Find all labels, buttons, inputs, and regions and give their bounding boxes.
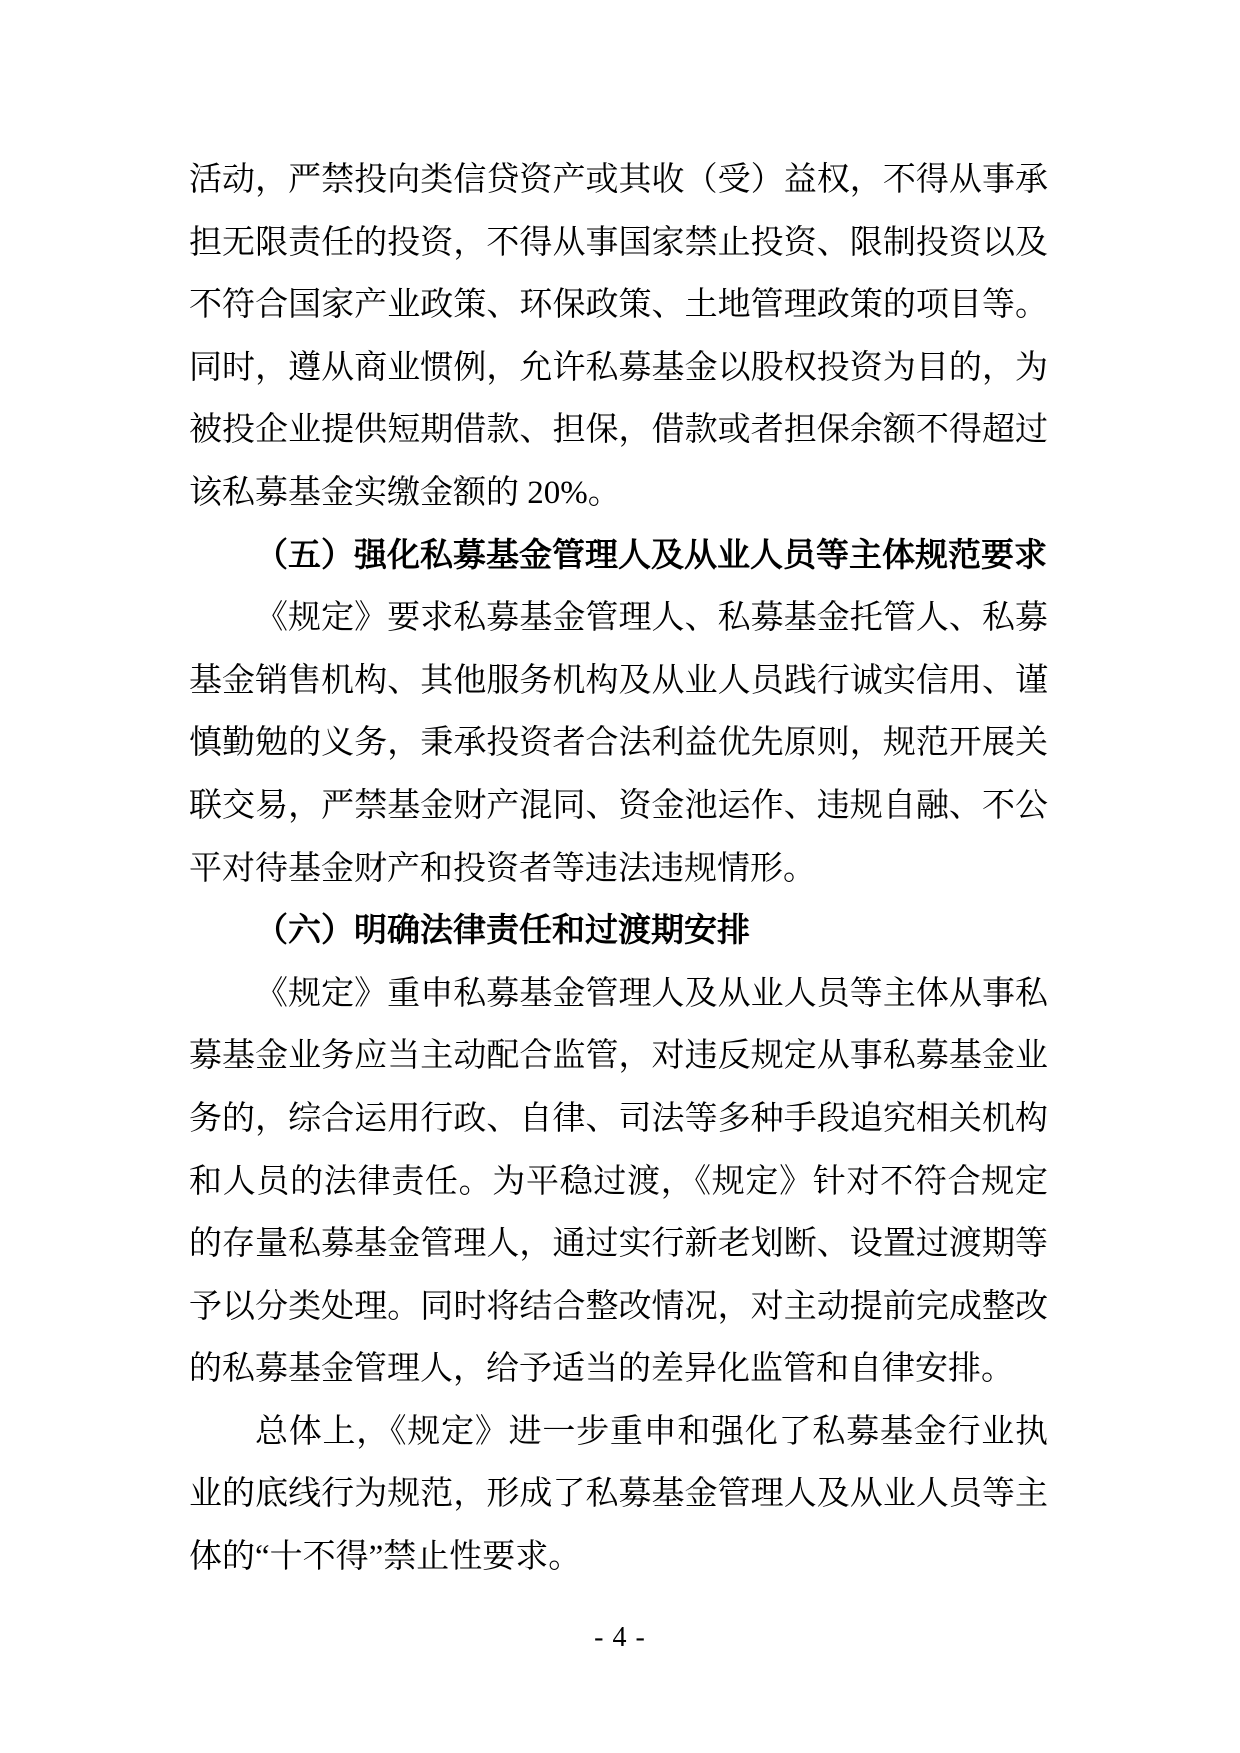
text-line: 被投企业提供短期借款、担保，借款或者担保余额不得超过 (189, 412, 1048, 449)
text-line: 体的“十不得”禁止性要求。 (189, 1539, 582, 1576)
text-line: 的私募基金管理人，给予适当的差异化监管和自律安排。 (189, 1351, 1014, 1388)
page-number: - 4 - (594, 1622, 646, 1653)
text-line: 同时，遵从商业惯例，允许私募基金以股权投资为目的，为 (189, 349, 1048, 386)
text-lines (189, 149, 1048, 1589)
section-heading: （六）明确法律责任和过渡期安排 (255, 913, 750, 950)
text-line: 务的，综合运用行政、自律、司法等多种手段追究相关机构 (189, 1100, 1048, 1137)
text-line: 该私募基金实缴金额的 20%。 (189, 474, 621, 511)
text-line: 平对待基金财产和投资者等违法违规情形。 (189, 850, 816, 887)
text-line: 募基金业务应当主动配合监管，对违反规定从事私募基金业 (189, 1038, 1048, 1075)
text-line: 基金销售机构、其他服务机构及从业人员践行诚实信用、谨 (189, 662, 1048, 699)
text-line: 《规定》要求私募基金管理人、私募基金托管人、私募 (255, 600, 1048, 637)
text-line: 予以分类处理。同时将结合整改情况，对主动提前完成整改 (189, 1288, 1048, 1325)
text-line: 和人员的法律责任。为平稳过渡，《规定》针对不符合规定 (189, 1163, 1048, 1200)
text-line: 《规定》重申私募基金管理人及从业人员等主体从事私 (255, 975, 1048, 1012)
text-line: 活动，严禁投向类信贷资产或其收（受）益权，不得从事承 (189, 162, 1048, 198)
section-heading: （五）强化私募基金管理人及从业人员等主体规范要求 (255, 537, 1047, 574)
text-line: 慎勤勉的义务，秉承投资者合法利益优先原则，规范开展关 (189, 725, 1048, 762)
text-line: 总体上，《规定》进一步重申和强化了私募基金行业执 (255, 1413, 1048, 1450)
text-line: 担无限责任的投资，不得从事国家禁止投资、限制投资以及 (189, 224, 1048, 261)
text-line: 不符合国家产业政策、环保政策、土地管理政策的项目等。 (189, 287, 1048, 324)
text-line: 业的底线行为规范，形成了私募基金管理人及从业人员等主 (189, 1476, 1048, 1513)
text-line: 联交易，严禁基金财产混同、资金池运作、违规自融、不公 (189, 787, 1048, 824)
text-line: 的存量私募基金管理人，通过实行新老划断、设置过渡期等 (189, 1226, 1048, 1263)
